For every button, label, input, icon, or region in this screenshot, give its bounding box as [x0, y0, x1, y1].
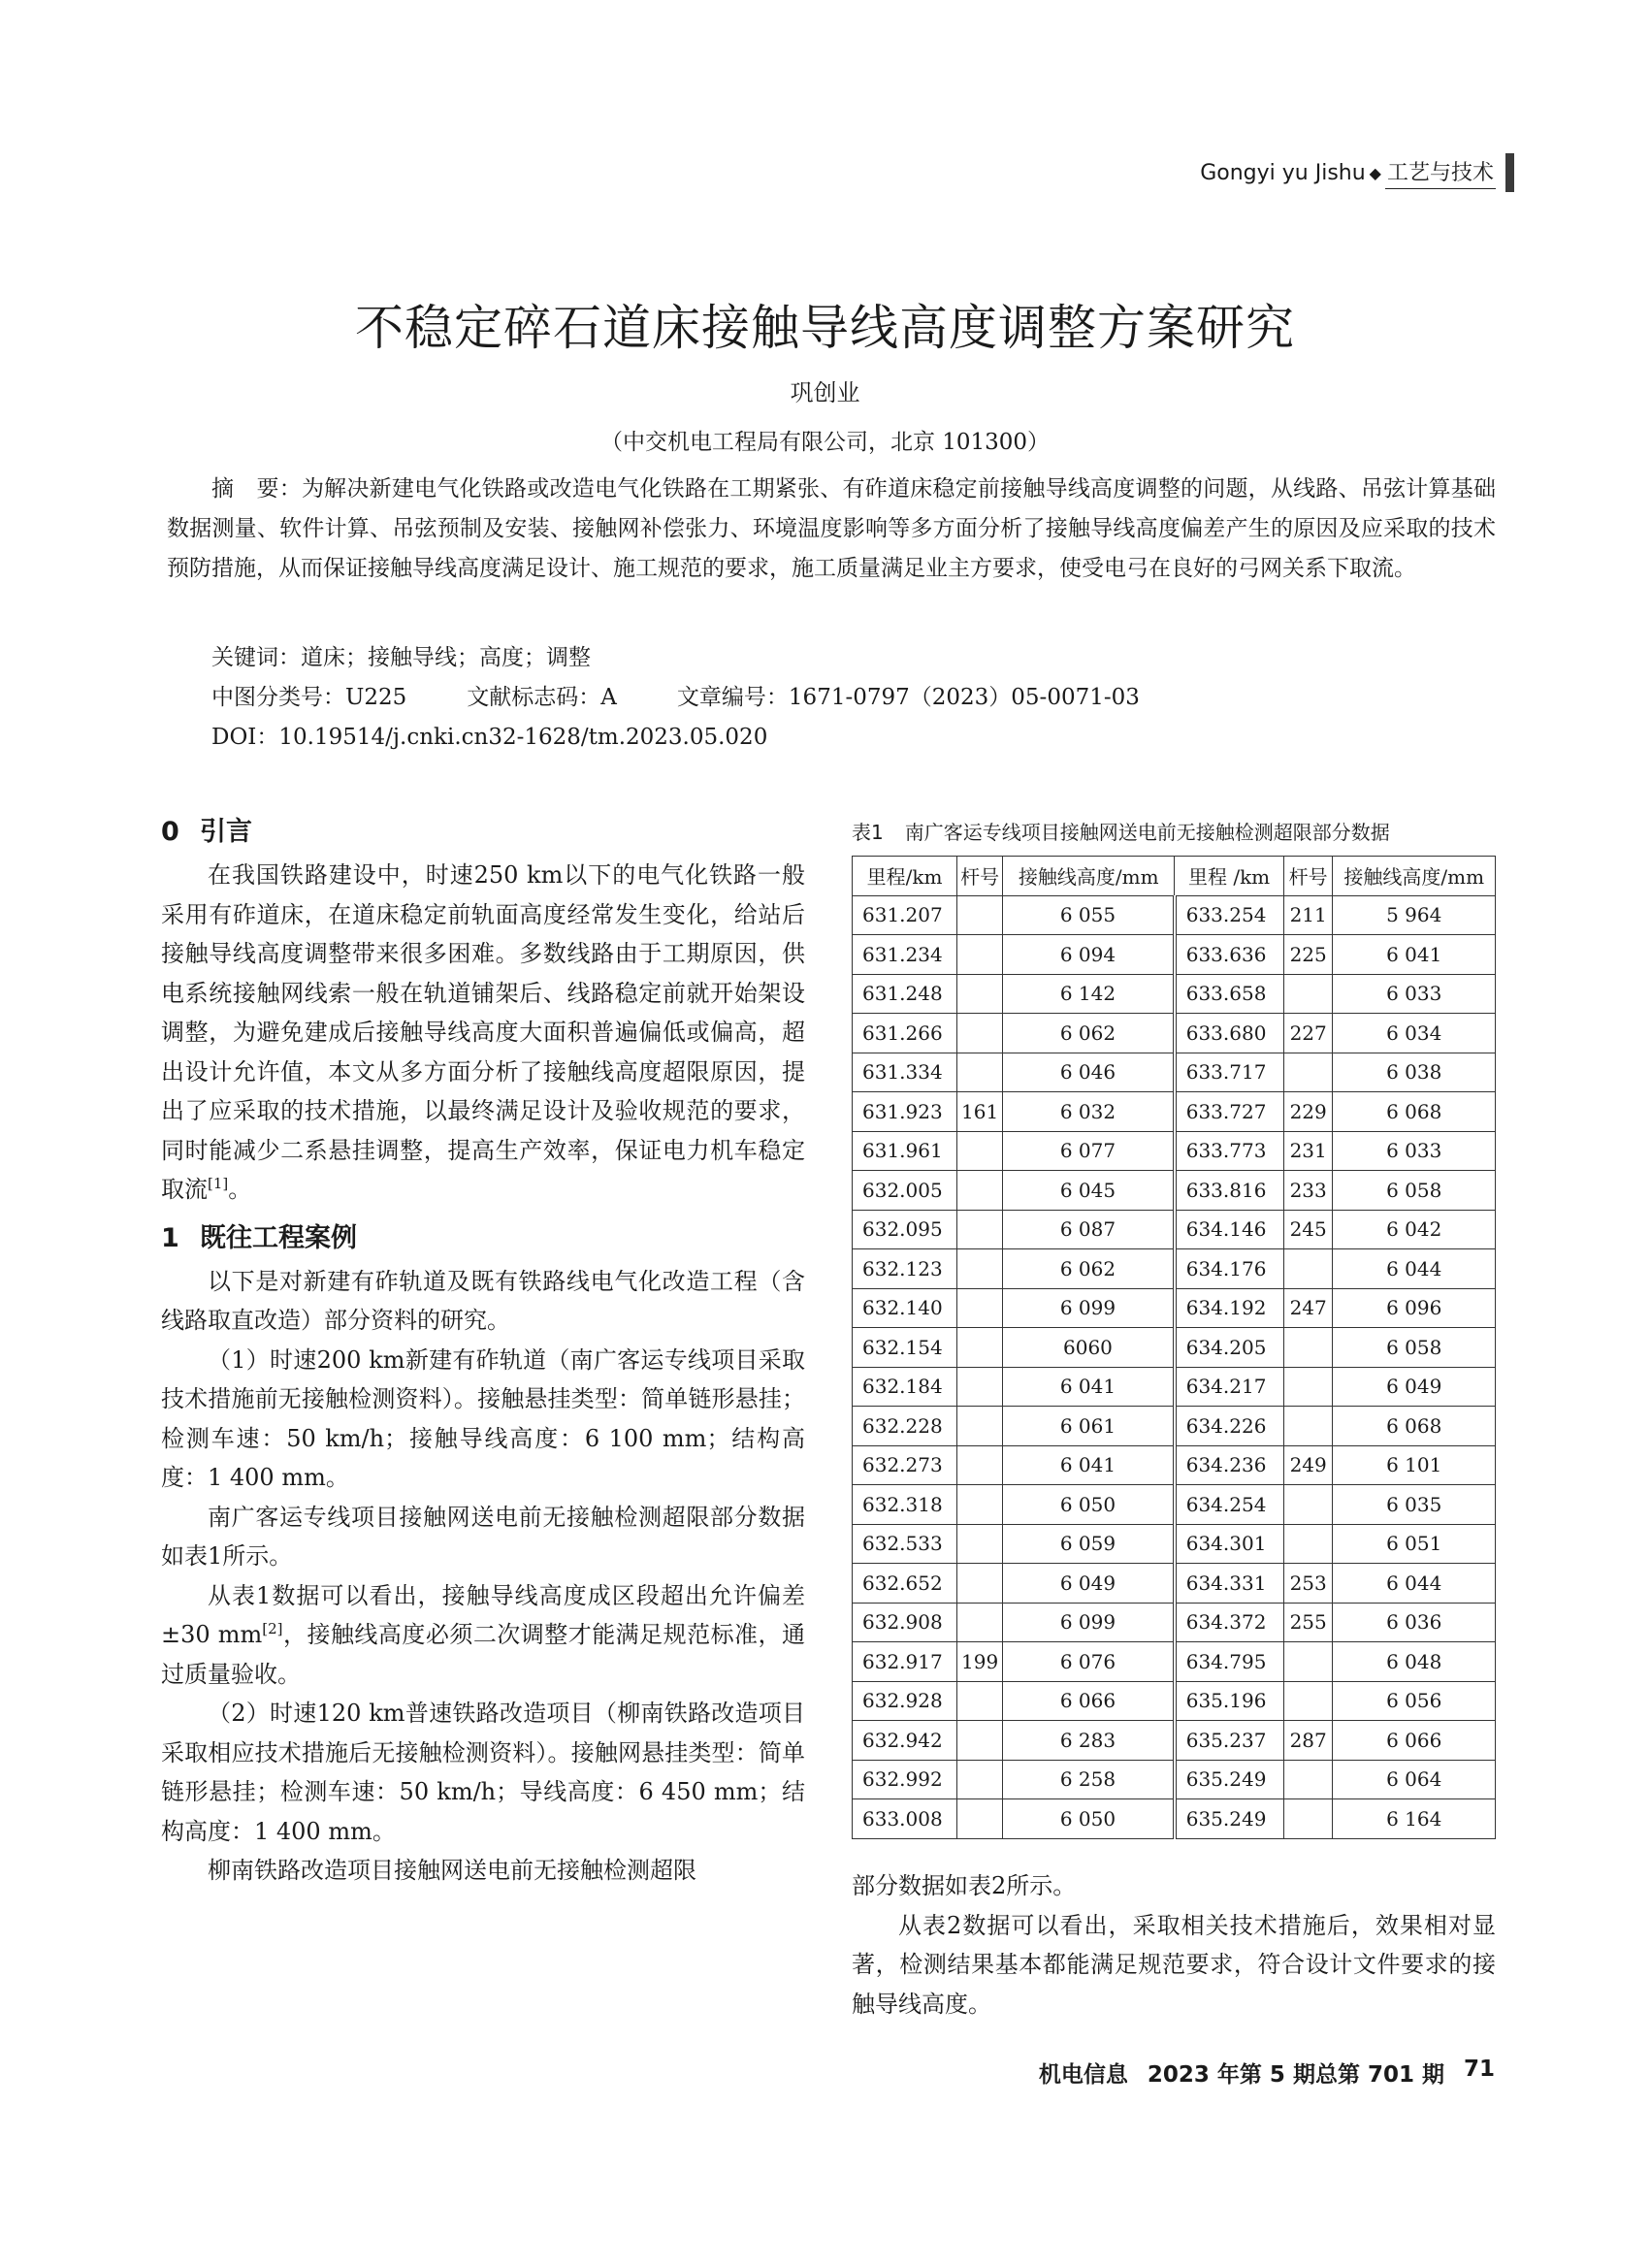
table-row [853, 1485, 1496, 1525]
cell-mileage: 633.727 [1175, 1092, 1284, 1132]
cell-pole-number [957, 1288, 1003, 1328]
cell-mileage: 632.273 [853, 1445, 957, 1485]
section-title: 既往工程案例 [200, 1222, 357, 1253]
cell-wire-height: 6 036 [1333, 1603, 1496, 1642]
paragraph: 从表2数据可以看出，采取相关技术措施后，效果相对显著，检测结果基本都能满足规范要求，符合设计文件要求的接触导线高度。 [852, 1911, 1496, 2018]
cell-mileage: 633.636 [1175, 935, 1284, 975]
cell-wire-height: 6 048 [1333, 1642, 1496, 1682]
column-header: 里程/km [853, 857, 957, 896]
journal-issue: 2023 年第 5 期总第 701 期 [1147, 2062, 1444, 2088]
cell-pole-number [957, 1367, 1003, 1407]
cell-pole-number [1283, 1799, 1333, 1839]
cell-pole-number [957, 1014, 1003, 1053]
column-header: 杆号 [957, 857, 1003, 896]
cell-wire-height: 6 061 [1003, 1407, 1175, 1446]
cell-pole-number [1283, 1524, 1333, 1564]
cell-wire-height: 6 055 [1003, 895, 1175, 935]
section-title: 引言 [200, 817, 252, 847]
cell-mileage: 632.228 [853, 1407, 957, 1446]
table-row [853, 1210, 1496, 1249]
keywords-text: 道床；接触导线；高度；调整 [301, 645, 591, 670]
cell-wire-height: 6 062 [1003, 1014, 1175, 1053]
column-header: 接触线高度/mm [1003, 857, 1175, 896]
table-row [853, 1642, 1496, 1682]
section-heading-past-cases [161, 1219, 805, 1258]
cell-mileage: 633.658 [1175, 974, 1284, 1014]
table-row [853, 1328, 1496, 1368]
cell-wire-height: 6 042 [1333, 1210, 1496, 1249]
table-header-row [853, 857, 1496, 896]
cell-pole-number [957, 1681, 1003, 1721]
table-row [853, 1053, 1496, 1092]
cell-mileage: 632.095 [853, 1210, 957, 1249]
article-number [677, 678, 1140, 718]
cell-mileage: 632.005 [853, 1171, 957, 1211]
cell-pole-number [957, 1053, 1003, 1092]
cell-wire-height: 6 046 [1003, 1053, 1175, 1092]
diamond-icon: ◆ [1369, 163, 1381, 182]
clc-number [211, 678, 406, 718]
cell-wire-height: 6 050 [1003, 1485, 1175, 1525]
classification-line [211, 678, 1200, 718]
paragraph: 以下是对新建有砟轨道及既有铁路线电气化改造工程（含线路取直改造）部分资料的研究。 [161, 1267, 805, 1334]
section-number: 0 [161, 817, 179, 847]
cell-pole-number [957, 1799, 1003, 1839]
cell-wire-height: 6 038 [1333, 1053, 1496, 1092]
cell-pole-number [1283, 1367, 1333, 1407]
cell-pole-number: 225 [1283, 935, 1333, 975]
cell-wire-height: 6 033 [1333, 1131, 1496, 1171]
paragraph-text: 在我国铁路建设中，时速250 km以下的电气化铁路一般采用有砟道床，在道床稳定前轨面高度经常发生变化，给站后接触导线高度调整带来很多困难。多数线路由于工期原因，供电系统接触网线索一般在轨道铺架后、线路稳定前就开始架设调整，为避免建成后接触导线高度大面积普遍偏低或偏高，超出设计允许值，本文从多方面分析了接触线高度超限原因，提出了应采取的技术措施，以最终满足设计及验收规范的要求，同时能减少二系悬挂调整，提高生产效率，保证电力机车稳定取流 [161, 861, 805, 1203]
cell-pole-number [957, 1249, 1003, 1289]
clc-label: 中图分类号： [211, 685, 345, 710]
cell-wire-height: 6 066 [1003, 1681, 1175, 1721]
cell-wire-height: 6 068 [1333, 1092, 1496, 1132]
cell-wire-height: 6 066 [1333, 1721, 1496, 1761]
document-code-label: 文献标志码： [467, 685, 601, 710]
table-row [853, 1131, 1496, 1171]
cell-wire-height: 6 044 [1333, 1249, 1496, 1289]
table-row [853, 1524, 1496, 1564]
section-number: 1 [161, 1222, 179, 1253]
abstract [167, 470, 1496, 589]
cell-wire-height: 6 033 [1333, 974, 1496, 1014]
table-body [853, 895, 1496, 1838]
cell-mileage: 632.140 [853, 1288, 957, 1328]
cell-mileage: 632.992 [853, 1760, 957, 1799]
cell-pole-number [957, 974, 1003, 1014]
doi-value: 10.19514/j.cnki.cn32-1628/tm.2023.05.020 [278, 725, 768, 750]
cell-pole-number [957, 895, 1003, 935]
cell-wire-height: 6 041 [1003, 1367, 1175, 1407]
author: 巩创业 [790, 379, 860, 406]
cell-wire-height: 6 096 [1333, 1288, 1496, 1328]
cell-wire-height: 6 058 [1333, 1328, 1496, 1368]
cell-mileage: 634.217 [1175, 1367, 1284, 1407]
cell-wire-height: 6 049 [1333, 1367, 1496, 1407]
affiliation: （中交机电工程局有限公司，北京 101300） [599, 430, 1051, 455]
cell-pole-number [957, 1445, 1003, 1485]
cell-mileage: 632.154 [853, 1328, 957, 1368]
document-code-value: A [600, 685, 617, 710]
cell-wire-height: 6 101 [1333, 1445, 1496, 1485]
cell-pole-number: 247 [1283, 1288, 1333, 1328]
cell-wire-height: 6 032 [1003, 1092, 1175, 1132]
cell-pole-number [957, 1760, 1003, 1799]
cell-pole-number [1283, 1642, 1333, 1682]
table-number: 表1 [852, 821, 884, 844]
cell-mileage: 634.301 [1175, 1524, 1284, 1564]
cell-mileage: 634.226 [1175, 1407, 1284, 1446]
cell-wire-height: 6 068 [1333, 1407, 1496, 1446]
cell-wire-height: 6 064 [1333, 1760, 1496, 1799]
cell-mileage: 631.923 [853, 1092, 957, 1132]
cell-pole-number [1283, 1053, 1333, 1092]
cell-mileage: 634.176 [1175, 1249, 1284, 1289]
data-table [852, 856, 1496, 1839]
cell-mileage: 631.334 [853, 1053, 957, 1092]
cell-mileage: 632.123 [853, 1249, 957, 1289]
cell-mileage: 633.254 [1175, 895, 1284, 935]
cell-mileage: 635.196 [1175, 1681, 1284, 1721]
cell-pole-number: 161 [957, 1092, 1003, 1132]
column-header: 里程 /km [1175, 857, 1284, 896]
cell-pole-number: 211 [1283, 895, 1333, 935]
cell-mileage: 633.008 [853, 1799, 957, 1839]
cell-pole-number: 227 [1283, 1014, 1333, 1053]
cell-wire-height: 6 164 [1333, 1799, 1496, 1839]
cell-pole-number [957, 1721, 1003, 1761]
cell-pole-number: 255 [1283, 1603, 1333, 1642]
cell-wire-height: 6 094 [1003, 935, 1175, 975]
running-header-cn: 工艺与技术 [1385, 156, 1496, 189]
cell-wire-height: 6 041 [1003, 1445, 1175, 1485]
table-caption-text: 南广客运专线项目接触网送电前无接触检测超限部分数据 [904, 821, 1390, 844]
table-row [853, 1014, 1496, 1053]
cell-pole-number [957, 1603, 1003, 1642]
abstract-text: 为解决新建电气化铁路或改造电气化铁路在工期紧张、有砟道床稳定前接触导线高度调整的问题，从线路、吊弦计算基础数据测量、软件计算、吊弦预制及安装、接触网补偿张力、环境温度影响等多方面分析了接触导线高度偏差产生的原因及应采取的技术预防措施，从而保证接触导线高度满足设计、施工规范的要求，施工质量满足业主方要求，使受电弓在良好的弓网关系下取流。 [167, 476, 1497, 581]
cell-wire-height: 6060 [1003, 1328, 1175, 1368]
cell-mileage: 633.773 [1175, 1131, 1284, 1171]
paragraph: 柳南铁路改造项目接触网送电前无接触检测超限 [208, 1857, 696, 1884]
cell-pole-number: 231 [1283, 1131, 1333, 1171]
cell-wire-height: 6 059 [1003, 1524, 1175, 1564]
paragraph [161, 856, 805, 1210]
cell-pole-number [1283, 1485, 1333, 1525]
cell-pole-number [957, 1171, 1003, 1211]
table-row [853, 935, 1496, 975]
cell-pole-number [1283, 1760, 1333, 1799]
doi-label: DOI： [211, 725, 279, 750]
cell-mileage: 631.234 [853, 935, 957, 975]
cell-mileage: 634.192 [1175, 1288, 1284, 1328]
cell-pole-number [957, 935, 1003, 975]
clc-value: U225 [345, 685, 407, 710]
cell-pole-number [1283, 1681, 1333, 1721]
cell-mileage: 632.533 [853, 1524, 957, 1564]
keywords [211, 638, 591, 678]
cell-wire-height: 6 087 [1003, 1210, 1175, 1249]
cell-pole-number [957, 1524, 1003, 1564]
paragraph-end: 。 [228, 1176, 252, 1203]
cell-mileage: 631.207 [853, 895, 957, 935]
table-caption [852, 817, 1496, 845]
journal-name: 机电信息 [1038, 2062, 1128, 2088]
cell-wire-height: 6 051 [1333, 1524, 1496, 1564]
paragraph: （1）时速200 km新建有砟轨道（南广客运专线项目采取技术措施前无接触检测资料）。接触悬挂类型：简单链形悬挂；检测车速：50 km/h；接触导线高度：6 100 mm；结构高度：1 400 mm。 [161, 1345, 805, 1491]
right-column [852, 1866, 1496, 2024]
cell-pole-number: 287 [1283, 1721, 1333, 1761]
cell-pole-number [957, 1407, 1003, 1446]
article-number-value: 1671-0797（2023）05-0071-03 [788, 685, 1140, 710]
cell-mileage: 634.236 [1175, 1445, 1284, 1485]
cell-mileage: 633.680 [1175, 1014, 1284, 1053]
cell-pole-number [957, 1564, 1003, 1604]
cell-mileage: 634.254 [1175, 1485, 1284, 1525]
cell-pole-number: 245 [1283, 1210, 1333, 1249]
table-row [853, 1288, 1496, 1328]
table-row [853, 1721, 1496, 1761]
table-row [853, 1760, 1496, 1799]
cell-mileage: 632.184 [853, 1367, 957, 1407]
cell-pole-number [1283, 1407, 1333, 1446]
cell-mileage: 632.942 [853, 1721, 957, 1761]
cell-pole-number: 249 [1283, 1445, 1333, 1485]
document-code [467, 678, 617, 718]
cell-wire-height: 6 258 [1003, 1760, 1175, 1799]
cell-wire-height: 6 142 [1003, 974, 1175, 1014]
cell-wire-height: 6 056 [1333, 1681, 1496, 1721]
cell-pole-number [1283, 974, 1333, 1014]
page-footer [1039, 2057, 1495, 2089]
cell-mileage: 635.237 [1175, 1721, 1284, 1761]
running-header-en: Gongyi yu Jishu [1200, 160, 1366, 185]
keywords-label: 关键词： [211, 645, 301, 670]
table-row [853, 1367, 1496, 1407]
cell-mileage: 634.372 [1175, 1603, 1284, 1642]
paragraph: （2）时速120 km普速铁路改造项目（柳南铁路改造项目采取相应技术措施后无接触检测资料）。接触网悬挂类型：简单链形悬挂；检测车速：50 km/h；导线高度：6 450 mm；结构高度：1 400 mm。 [161, 1700, 805, 1845]
table-row [853, 1407, 1496, 1446]
cell-mileage: 632.652 [853, 1564, 957, 1604]
cell-wire-height: 6 099 [1003, 1288, 1175, 1328]
cell-wire-height: 6 035 [1333, 1485, 1496, 1525]
cell-pole-number: 233 [1283, 1171, 1333, 1211]
running-header [1200, 155, 1514, 190]
cell-pole-number: 253 [1283, 1564, 1333, 1604]
cell-mileage: 631.266 [853, 1014, 957, 1053]
cell-wire-height: 6 283 [1003, 1721, 1175, 1761]
citation-ref: [1] [208, 1175, 229, 1192]
cell-mileage: 632.928 [853, 1681, 957, 1721]
paragraph: 部分数据如表2所示。 [852, 1872, 1077, 1899]
paragraph-text: 从表1数据可以看出，接触导线高度成区段超出允许偏差±30 mm [161, 1581, 805, 1648]
cell-wire-height: 5 964 [1333, 895, 1496, 935]
citation-ref: [2] [262, 1620, 283, 1637]
section-heading-introduction [161, 813, 805, 852]
cell-mileage: 631.961 [853, 1131, 957, 1171]
cell-pole-number [1283, 1328, 1333, 1368]
cell-wire-height: 6 058 [1333, 1171, 1496, 1211]
cell-wire-height: 6 044 [1333, 1564, 1496, 1604]
table-row [853, 1171, 1496, 1211]
article-number-label: 文章编号： [676, 685, 789, 710]
cell-mileage: 632.318 [853, 1485, 957, 1525]
paragraph [161, 1576, 805, 1695]
table-row [853, 1799, 1496, 1839]
cell-wire-height: 6 050 [1003, 1799, 1175, 1839]
column-header: 接触线高度/mm [1333, 857, 1496, 896]
cell-mileage: 634.205 [1175, 1328, 1284, 1368]
abstract-label: 摘 要： [211, 476, 302, 502]
article-title: 不稳定碎石道床接触导线高度调整方案研究 [355, 300, 1295, 356]
cell-mileage: 633.717 [1175, 1053, 1284, 1092]
cell-wire-height: 6 045 [1003, 1171, 1175, 1211]
cell-wire-height: 6 076 [1003, 1642, 1175, 1682]
cell-pole-number: 229 [1283, 1092, 1333, 1132]
cell-mileage: 633.816 [1175, 1171, 1284, 1211]
cell-mileage: 634.146 [1175, 1210, 1284, 1249]
table-row [853, 974, 1496, 1014]
cell-pole-number [957, 1328, 1003, 1368]
cell-wire-height: 6 099 [1003, 1603, 1175, 1642]
doi [211, 718, 767, 758]
paragraph: 南广客运专线项目接触网送电前无接触检测超限部分数据如表1所示。 [161, 1503, 805, 1570]
cell-mileage: 635.249 [1175, 1760, 1284, 1799]
table-row [853, 1603, 1496, 1642]
cell-mileage: 632.908 [853, 1603, 957, 1642]
cell-wire-height: 6 062 [1003, 1249, 1175, 1289]
cell-wire-height: 6 049 [1003, 1564, 1175, 1604]
column-header: 杆号 [1283, 857, 1333, 896]
cell-wire-height: 6 041 [1333, 935, 1496, 975]
cell-mileage: 634.795 [1175, 1642, 1284, 1682]
table-row [853, 1445, 1496, 1485]
left-column [161, 813, 805, 1891]
cell-pole-number [957, 1131, 1003, 1171]
cell-pole-number [1283, 1249, 1333, 1289]
cell-pole-number [957, 1210, 1003, 1249]
cell-pole-number: 199 [957, 1642, 1003, 1682]
table-row [853, 1092, 1496, 1132]
paragraph-text: ，接触线高度必须二次调整才能满足规范标准，通过质量验收。 [161, 1621, 806, 1688]
cell-wire-height: 6 077 [1003, 1131, 1175, 1171]
table-row [853, 1249, 1496, 1289]
cell-mileage: 631.248 [853, 974, 957, 1014]
cell-pole-number [957, 1485, 1003, 1525]
cell-mileage: 635.249 [1175, 1799, 1284, 1839]
table-row [853, 1564, 1496, 1604]
cell-wire-height: 6 034 [1333, 1014, 1496, 1053]
cell-mileage: 634.331 [1175, 1564, 1284, 1604]
page-number: 71 [1463, 2057, 1495, 2082]
cell-mileage: 632.917 [853, 1642, 957, 1682]
header-bar-decoration [1505, 153, 1514, 192]
table-row [853, 1681, 1496, 1721]
table-row [853, 895, 1496, 935]
